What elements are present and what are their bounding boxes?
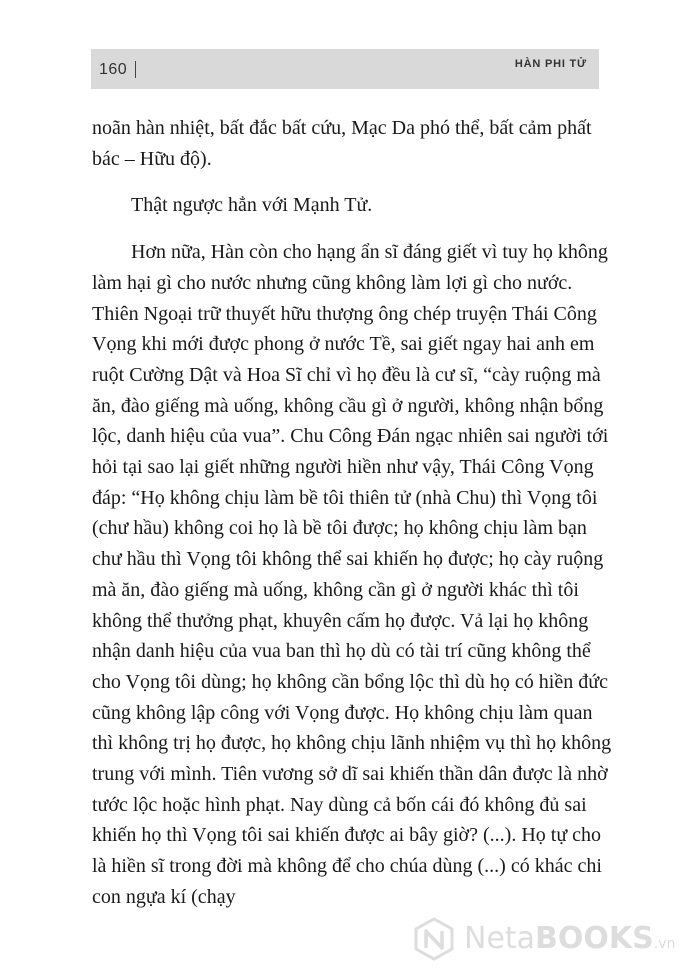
netabooks-logo-icon [412,917,456,961]
running-title: HÀN PHI TỬ [514,58,587,70]
running-header [91,49,599,89]
page-number: 160 [99,61,128,78]
paragraph: Hơn nữa, Hàn còn cho hạng ẩn sĩ đáng giết vì tuy họ không làm hại gì cho nước nhưng cũng không làm lợi gì cho nước. Thiên Ngoại trữ thuyết hữu thượng ông chép truyện Thái Công Vọng khi mới được phong ở nước Tề, sai giết ngay hai anh em ruột Cường Dật và Hoa Sĩ chỉ vì họ đều là cư sĩ, “cày ruộng mà ăn, đào giếng mà uống, không cầu gì ở người, không nhận bổng lộc, danh hiệu của vua”. Chu Công Đán ngạc nhiên sai người tới hỏi tại sao lại giết những người hiền như vậy, Thái Công Vọng đáp: “Họ không chịu làm bề tôi thiên tử (nhà Chu) thì Vọng tôi (chư hầu) không coi họ là bề tôi được; họ không chịu làm bạn chư hầu thì Vọng tôi không thể sai khiến họ được; họ cày ruộng mà ăn, đào giếng mà uống, không cần gì ở người khác thì tôi không thể thưởng phạt, khuyên cấm họ được. Vả lại họ không nhận danh hiệu của vua ban thì họ dù có tài trí cũng không thể cho Vọng tôi dùng; họ không cần bổng lộc thì dù họ có hiền đức cũng không lập công với Vọng được. Họ không chịu làm quan thì không trị họ được, họ không chịu lãnh nhiệm vụ thì họ không trung với mình. Tiên vương sở dĩ sai khiến thần dân được là nhờ tước lộc hoặc hình phạt. Nay dùng cả bốn cái đó không đủ sai khiến họ thì Vọng tôi sai khiến được ai bây giờ? (...). Họ tự cho là hiền sĩ trong đời mà không để cho chúa dùng (...) có khác chi con ngựa kí (chạy [92,241,612,908]
publisher-watermark [412,915,697,965]
watermark-brand-books: BOOKS [535,921,654,956]
watermark-brand-neta: Neta [464,921,536,956]
page-number-separator [135,61,136,78]
paragraph-continuation: noãn hàn nhiệt, bất đắc bất cứu, Mạc Da phó thể, bất cảm phất bác – Hữu độ). [92,117,592,170]
watermark-text [464,919,675,964]
watermark-brand-tld: .vn [653,936,676,952]
body-text [92,113,612,913]
paragraph: Thật ngược hẳn với Mạnh Tử. [131,194,373,217]
